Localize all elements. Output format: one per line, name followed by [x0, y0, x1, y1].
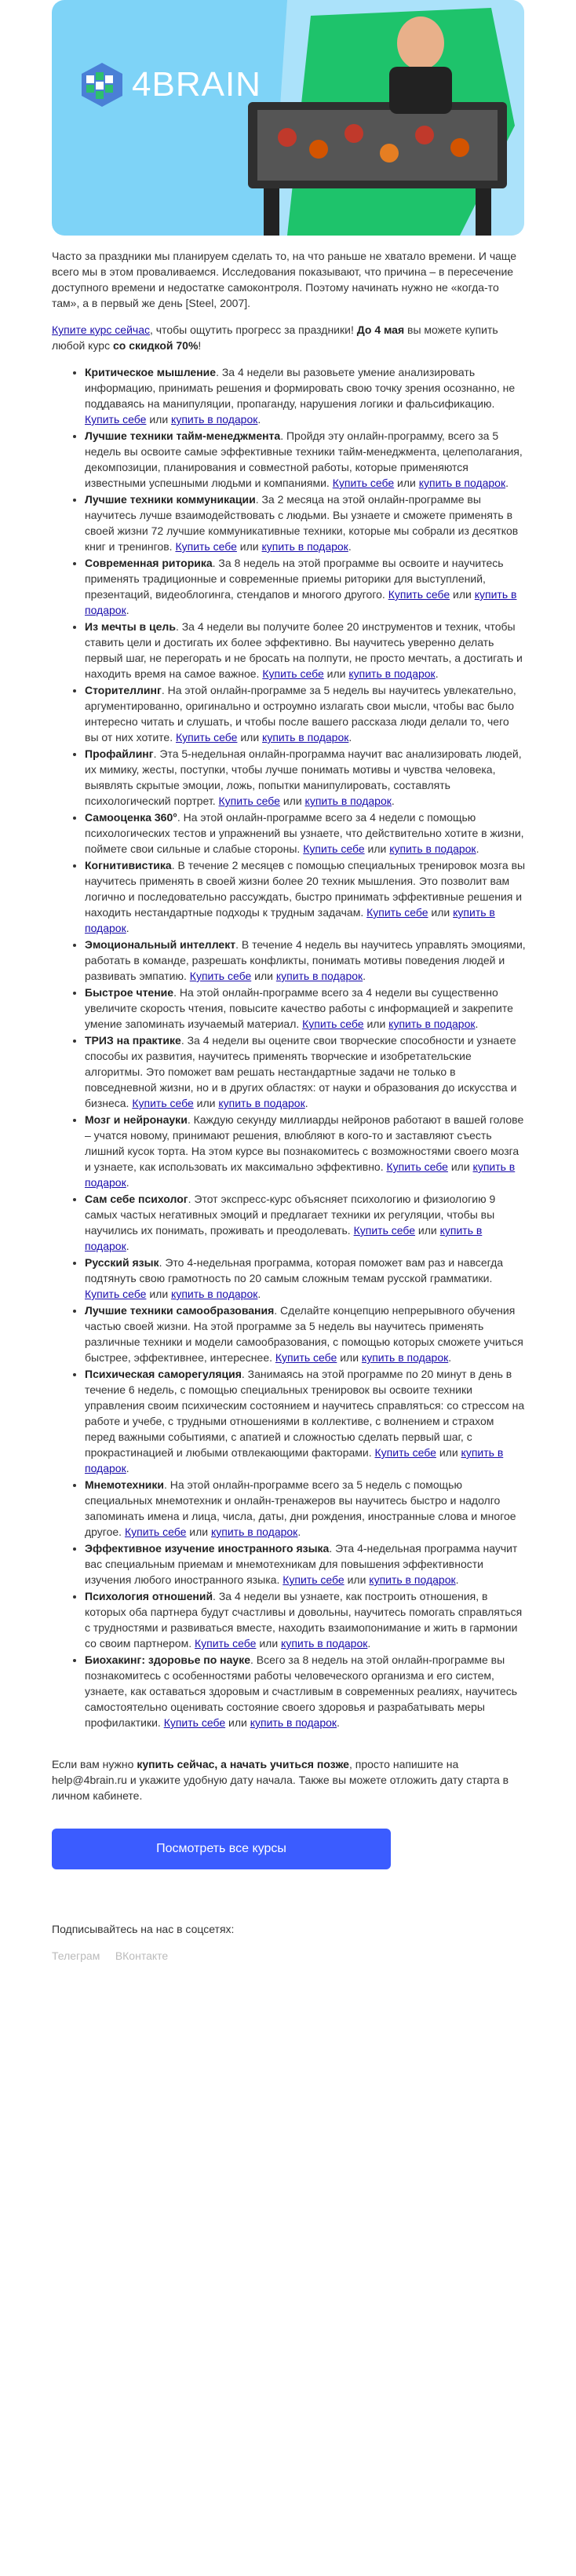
course-description: . За 2 месяца на этой онлайн-программе вы научитесь лучше взаимодействовать с людьми. Вы узнаете и сможете применять в своей жизни 72 лучшие коммуникативные техники, которые мы собрали из десятков книг и тренингов.	[85, 493, 519, 553]
course-item	[85, 1303, 526, 1365]
course-item	[85, 555, 526, 618]
period: .	[448, 1351, 452, 1364]
or-text: или	[394, 477, 419, 489]
or-text: или	[256, 1637, 282, 1650]
buy-self-link[interactable]: Купить себе	[124, 1526, 187, 1538]
period: .	[126, 604, 129, 616]
buy-gift-link[interactable]: купить в подарок	[85, 1446, 504, 1474]
course-title: Мнемотехники	[85, 1478, 165, 1491]
buy-self-link[interactable]: Купить себе	[275, 1351, 337, 1364]
or-text: или	[450, 588, 475, 601]
course-title: Эффективное изучение иностранного языка	[85, 1542, 330, 1555]
course-item	[85, 809, 526, 857]
or-text: или	[323, 667, 349, 680]
hero-illustration	[52, 0, 524, 236]
promo-text: !	[198, 339, 202, 352]
course-description: . Каждую секунду миллиарды нейронов работают в вашей голове – учатся новому, принимают решения, влюбляют в кого-то и заставляют съесть лишний кусок торта. На этом курсе вы познакомитесь с возможностями своего мозга и узнаете, как использовать их максимально эффективно.	[85, 1113, 524, 1173]
buy-gift-link[interactable]: купить в подарок	[85, 1160, 516, 1189]
or-text: или	[436, 1446, 461, 1459]
period: .	[435, 667, 439, 680]
period: .	[304, 1097, 308, 1109]
course-item	[85, 857, 526, 936]
course-title: Лучшие техники самообразования	[85, 1304, 275, 1317]
buy-gift-link[interactable]: купить в подарок	[171, 413, 258, 426]
or-text: или	[237, 731, 263, 744]
promo-deadline: До 4 мая	[356, 323, 405, 336]
social-label: Подписывайтесь на нас в соцсетях:	[52, 1923, 235, 1935]
course-description: . Эта 5-недельная онлайн-программа научит вас анализировать людей, их мимику, жесты, поступки, чтобы лучше понимать мотивы и чувства человека, выявлять скрытые эмоции, ложь, попытки манипулировать, составлять психологический портрет.	[85, 747, 522, 807]
course-item	[85, 1255, 526, 1302]
course-title: Русский язык	[85, 1256, 159, 1269]
buy-gift-link[interactable]: купить в подарок	[369, 1573, 456, 1586]
buy-gift-link[interactable]: купить в подарок	[210, 1526, 298, 1538]
or-text: или	[415, 1224, 440, 1237]
buy-gift-link[interactable]: купить в подарок	[275, 970, 363, 982]
course-description: . На этой онлайн-программе всего за 4 недели с помощью психологических тестов и упражнений вы узнаете, что действительно хотите в жизни, поймете свои сильные и слабые стороны.	[85, 811, 524, 855]
course-title: Эмоциональный интеллект	[85, 938, 236, 951]
buy-self-link[interactable]: Купить себе	[176, 731, 238, 744]
buy-self-link[interactable]: Купить себе	[386, 1160, 448, 1173]
all-courses-button[interactable]: Посмотреть все курсы	[52, 1829, 391, 1869]
period: .	[363, 970, 366, 982]
period: .	[337, 1716, 340, 1729]
course-description: . За 4 недели вы узнаете, как построить отношения, в которых оба партнера будут счастливы и довольны, научитесь помогать справляться с трудностями и развиваться вместе, находить взаимопонимание и жить в гармонии со своим партнером.	[85, 1590, 523, 1650]
social-links	[52, 1948, 526, 1964]
course-description: . Занимаясь на этой программе по 20 минут в день в течение 6 недель, с помощью специальных тренировок вы освоите техники управления своим психическим состоянием и научитесь справляться: со стрессом на работе и учебе, с трудными отношениями в коллективе, с волнением и страхом перед важными событиями, с апатией и сложностью сделать первый шаг, с прокрастинацией и любыми отвлекающими факторами.	[85, 1368, 525, 1459]
telegram-link[interactable]: Телеграм	[52, 1949, 100, 1962]
or-text: или	[186, 1526, 211, 1538]
course-title: ТРИЗ на практике	[85, 1034, 181, 1047]
course-description: . Этот экспресс-курс объясняет психологию и физиологию 9 самых частых негативных эмоций и предлагает техники их регуляции, чтобы вы научились их понимать, проживать и преодолевать.	[85, 1193, 496, 1237]
course-title: Из мечты в цель	[85, 620, 176, 633]
course-title: Мозг и нейронауки	[85, 1113, 188, 1126]
course-item	[85, 364, 526, 427]
buy-self-link[interactable]: Купить себе	[366, 906, 428, 919]
intro-paragraph: Часто за праздники мы планируем сделать то, на что раньше не хватало времени. И чаще всего мы в этом проваливаемся. Исследования показывают, что причина – в пересечение доступного времени и недостатке самоконтроля. Поэтому начинать нужно не «когда-то там», а в первый же день [Steel, 2007].	[52, 250, 517, 309]
period: .	[367, 1637, 371, 1650]
buy-self-link[interactable]: Купить себе	[195, 1637, 257, 1650]
course-description: . В течение 2 месяцев с помощью специальных тренировок мозга вы научитесь применять в своей жизни более 20 техник мышления. Это позволит вам логично и последовательно рассуждать, быстро принимать эффективные решения и находить нестандартные подходы к трудным задачам.	[85, 859, 526, 919]
promo-paragraph	[52, 322, 526, 353]
course-title: Лучшие техники тайм-менеджмента	[85, 429, 281, 442]
buy-gift-link[interactable]: купить в подарок	[218, 1097, 305, 1109]
course-title: Когнитивистика	[85, 859, 172, 871]
email-body	[52, 248, 526, 1964]
or-text: или	[193, 1097, 219, 1109]
course-description: . Эта 4-недельная программа научит вас специальным приемам и мнемотехникам для повышения эффективности изучения любого иностранного языка.	[85, 1542, 518, 1586]
period: .	[505, 477, 509, 489]
outro-text: , просто напишите на help@4brain.ru и укажите удобную дату начала. Также вы можете отложить дату старта в личном кабинете.	[52, 1758, 509, 1802]
or-text: или	[146, 1288, 172, 1300]
period: .	[455, 1573, 459, 1586]
or-text: или	[337, 1351, 362, 1364]
buy-now-link[interactable]: Купите курс сейчас	[52, 323, 150, 336]
buy-self-link[interactable]: Купить себе	[262, 667, 324, 680]
or-text: или	[363, 1018, 389, 1030]
course-description: . За 8 недель на этой программе вы освоите и научитесь применять традиционные и современные приемы риторики для выступлений, презентаций, видеоблогинга, стендапов и многого другого.	[85, 557, 504, 601]
course-item	[85, 491, 526, 554]
period: .	[348, 731, 352, 744]
buy-self-link[interactable]: Купить себе	[189, 970, 252, 982]
course-item	[85, 1112, 526, 1190]
or-text: или	[364, 842, 390, 855]
buy-gift-link[interactable]: купить в подарок	[261, 540, 348, 553]
course-title: Психология отношений	[85, 1590, 213, 1602]
course-item	[85, 746, 526, 809]
period: .	[126, 1240, 129, 1252]
course-description: . Пройдя эту онлайн-программу, всего за 5 недель вы освоите самые эффективные техники тайм-менеджмента, целеполагания, декомпозиции, планирования и совместной работы, которые применяются известными успешными людьми и компаниями.	[85, 429, 523, 489]
buy-gift-link[interactable]: купить в подарок	[281, 1637, 368, 1650]
brand-logo	[78, 61, 261, 108]
outro-text: Если вам нужно	[52, 1758, 137, 1770]
or-text: или	[279, 795, 305, 807]
or-text: или	[251, 970, 276, 982]
buy-self-link[interactable]: Купить себе	[218, 795, 280, 807]
buy-self-link[interactable]: Купить себе	[283, 1573, 345, 1586]
course-list	[52, 364, 526, 1730]
period: .	[257, 1288, 261, 1300]
course-title: Критическое мышление	[85, 366, 217, 378]
buy-gift-link[interactable]: купить в подарок	[85, 588, 517, 616]
course-description: . За 4 недели вы разовьете умение анализировать информацию, принимать решения и формировать свою точку зрения осознанно, не поддаваясь на манипуляции, пропаганду, нарушения логики и фальсификацию.	[85, 366, 516, 410]
course-item	[85, 1477, 526, 1540]
or-text: или	[428, 906, 454, 919]
buy-gift-link[interactable]: купить в подарок	[304, 795, 392, 807]
course-description: . Это 4-недельная программа, которая поможет вам раз и навсегда подтянуть свою грамотность по 20 самым сложным темам русской грамматики.	[85, 1256, 504, 1284]
course-item	[85, 937, 526, 984]
buy-gift-link[interactable]: купить в подарок	[388, 1018, 476, 1030]
or-text: или	[447, 1160, 473, 1173]
brand-name: 4BRAIN	[132, 65, 261, 104]
buy-gift-link[interactable]: купить в подарок	[348, 667, 436, 680]
period: .	[391, 795, 395, 807]
course-description: . Всего за 8 недель на этой онлайн-программе вы познакомитесь с особенностями работы человеческого организма и его систем, узнаете, как оставаться здоровым и счастливым в современных реалиях, научитесь самостоятельно оценивать состояние своего здоровья и разрабатывать меры профилактики.	[85, 1653, 518, 1729]
buy-self-link[interactable]: Купить себе	[332, 477, 395, 489]
course-title: Современная риторика	[85, 557, 213, 569]
period: .	[257, 413, 261, 426]
buy-self-link[interactable]: Купить себе	[175, 540, 237, 553]
logo-cube-icon	[78, 61, 126, 108]
vk-link[interactable]: ВКонтакте	[115, 1949, 169, 1962]
buy-gift-link[interactable]: купить в подарок	[361, 1351, 449, 1364]
period: .	[297, 1526, 301, 1538]
course-title: Быстрое чтение	[85, 986, 174, 999]
course-description: . За 4 недели вы получите более 20 инструментов и техник, чтобы ставить цели и достигать их более эффективно. Вы научитесь уверенно делать первый шаг, не перегорать и не бросать на полпути, не просто мечтать, а достигать и находить время на самое важное.	[85, 620, 523, 680]
buy-gift-link[interactable]: купить в подарок	[85, 906, 495, 934]
promo-text: , чтобы ощутить прогресс за праздники!	[149, 323, 357, 336]
buy-self-link[interactable]: Купить себе	[163, 1716, 226, 1729]
course-title: Биохакинг: здоровье по науке	[85, 1653, 251, 1666]
course-description: . На этой онлайн-программе всего за 5 недель с помощью специальных мнемотехник и онлайн-тренажеров вы научитесь быстро и надолго запоминать имена и лица, числа, даты, дни рождения, иностранные слова и многое другое.	[85, 1478, 516, 1538]
course-description: . За 4 недели вы оцените свои творческие способности и узнаете способы их развития, научитесь применять творческие и изобретательские алгоритмы. Это поможет вам решать нестандартные задачи не только в повседневной жизни, но и в других областях: от науки и образования до искусства и бизнеса.	[85, 1034, 517, 1109]
buy-self-link[interactable]: Купить себе	[388, 588, 450, 601]
period: .	[348, 540, 352, 553]
or-text: или	[344, 1573, 370, 1586]
buy-gift-link[interactable]: купить в подарок	[85, 1224, 483, 1252]
promo-text: вы можете купить любой курс	[52, 323, 498, 352]
buy-self-link[interactable]: Купить себе	[353, 1224, 416, 1237]
course-item	[85, 619, 526, 681]
course-item	[85, 1032, 526, 1111]
buy-gift-link[interactable]: купить в подарок	[389, 842, 476, 855]
buy-gift-link[interactable]: купить в подарок	[418, 477, 506, 489]
buy-self-link[interactable]: Купить себе	[85, 1288, 147, 1300]
buy-self-link[interactable]: Купить себе	[374, 1446, 436, 1459]
course-item	[85, 1540, 526, 1588]
course-description: . Сделайте концепцию непрерывного обучения частью своей жизни. На этой программе за 5 недель вы научитесь применять различные техники и модели самообразования, с помощью которых сможете учиться быстрее, эффективнее, интереснее.	[85, 1304, 523, 1364]
course-item	[85, 428, 526, 491]
course-title: Сторителлинг	[85, 684, 162, 696]
hero-banner	[52, 0, 524, 236]
course-title: Профайлинг	[85, 747, 154, 760]
or-text: или	[236, 540, 262, 553]
or-text: или	[146, 413, 172, 426]
period: .	[126, 1176, 129, 1189]
buy-self-link[interactable]: Купить себе	[303, 842, 365, 855]
buy-self-link[interactable]: Купить себе	[85, 413, 147, 426]
or-text: или	[225, 1716, 250, 1729]
course-description: . На этой онлайн-программе всего за 4 недели вы существенно увеличите скорость чтения, повысите качество работы с информацией и закрепите умение запоминать изучаемый материал.	[85, 986, 513, 1030]
period: .	[126, 1462, 129, 1474]
buy-self-link[interactable]: Купить себе	[302, 1018, 364, 1030]
course-title: Сам себе психолог	[85, 1193, 188, 1205]
buy-gift-link[interactable]: купить в подарок	[262, 731, 349, 744]
period: .	[475, 1018, 479, 1030]
buy-gift-link[interactable]: купить в подарок	[171, 1288, 258, 1300]
course-item	[85, 1366, 526, 1476]
course-title: Лучшие техники коммуникации	[85, 493, 256, 506]
course-description: . В течение 4 недель вы научитесь управлять эмоциями, работать в команде, разрешать конфликты, понимать мотивы поведения людей и развивать эмпатию.	[85, 938, 526, 982]
buy-gift-link[interactable]: купить в подарок	[250, 1716, 337, 1729]
promo-discount: со скидкой 70%	[112, 339, 199, 352]
course-description: . На этой онлайн-программе за 5 недель вы научитесь увлекательно, аргументированно, оригинально и остроумно излагать свои мысли, чтобы вас было интересно читать и слушать, и чтобы после вашего рассказа люди делали то, чего вы от них хотите.	[85, 684, 516, 744]
course-title: Самооценка 360°	[85, 811, 177, 824]
buy-self-link[interactable]: Купить себе	[132, 1097, 194, 1109]
course-title: Психическая саморегуляция	[85, 1368, 242, 1380]
course-item	[85, 1191, 526, 1254]
period: .	[126, 922, 129, 934]
outro-bold: купить сейчас, а начать учиться позже	[137, 1758, 349, 1770]
course-item	[85, 1652, 526, 1730]
outro-paragraph	[52, 1756, 526, 1803]
course-item	[85, 985, 526, 1032]
course-item	[85, 682, 526, 745]
course-item	[85, 1588, 526, 1651]
period: .	[476, 842, 479, 855]
